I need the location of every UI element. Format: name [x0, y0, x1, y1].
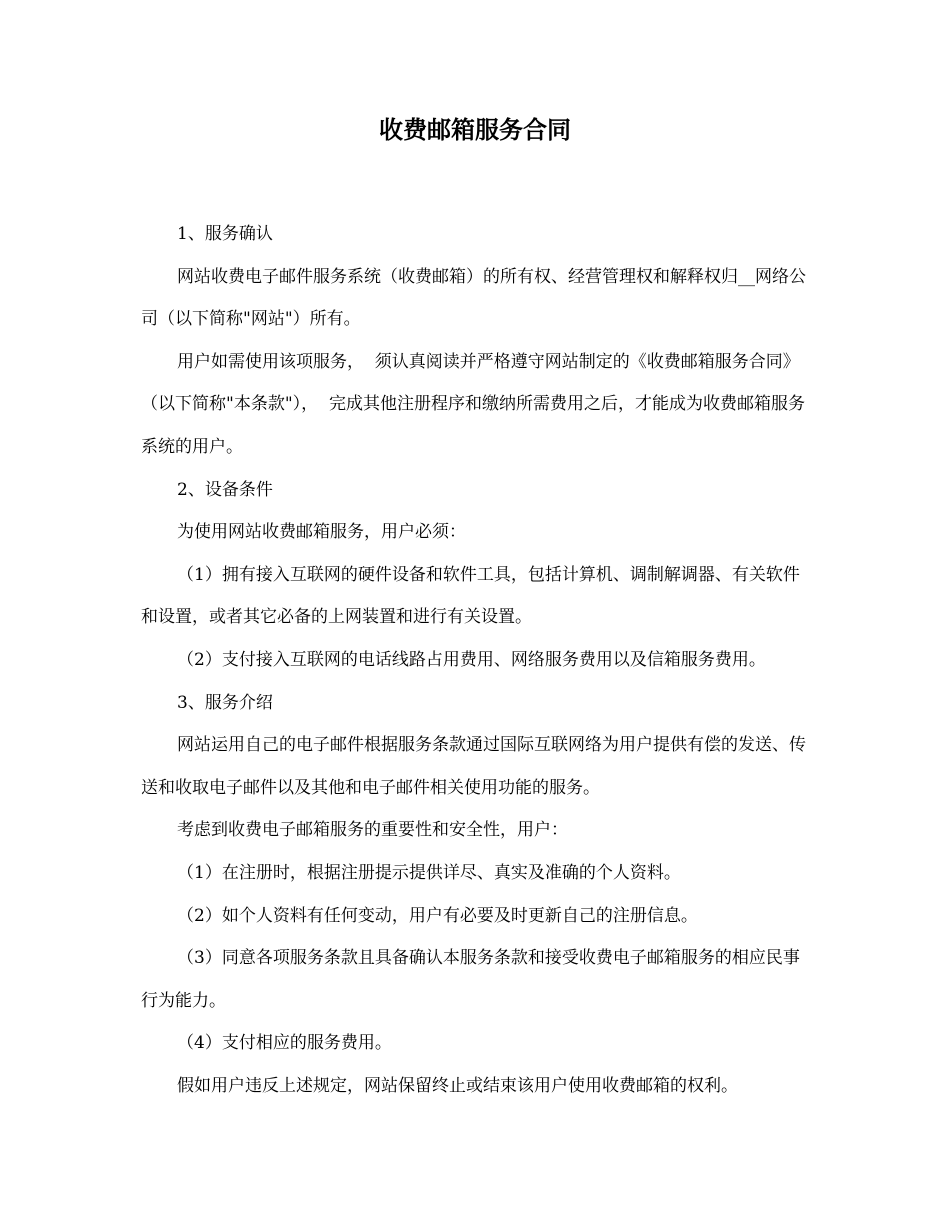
list-item-hardware-software: （1）拥有接入互联网的硬件设备和软件工具，包括计算机、调制解调器、有关软件和设置，或者其它必备的上网装置和进行有关设置。	[141, 564, 800, 628]
paragraph-termination-right: 假如用户违反上述规定，网站保留终止或结束该用户使用收费邮箱的权利。	[177, 1075, 738, 1096]
list-item-registration-info: （1）在注册时，根据注册提示提供详尽、真实及准确的个人资料。	[177, 862, 681, 883]
paragraph-user-requirements-intro: 为使用网站收费邮箱服务，用户必须：	[177, 522, 466, 543]
list-item-civil-capacity: （3）同意各项服务条款且具备确认本服务条款和接受收费电子邮箱服务的相应民事行为能力。	[141, 948, 800, 1011]
section-heading-service-confirmation: 1、服务确认	[177, 224, 273, 244]
paragraph-user-obligations-intro: 考虑到收费电子邮箱服务的重要性和安全性，用户：	[177, 820, 568, 841]
paragraph-service-description: 网站运用自己的电子邮件根据服务条款通过国际互联网络为用户提供有偿的发送、传送和收取电子邮件以及其他和电子邮件相关使用功能的服务。	[141, 735, 806, 798]
list-item-pay-fees: （4）支付相应的服务费用。	[177, 1033, 392, 1054]
list-item-fees: （2）支付接入互联网的电话线路占用费用、网络服务费用以及信箱服务费用。	[177, 649, 766, 670]
list-item-update-info: （2）如个人资料有任何变动，用户有必要及时更新自己的注册信息。	[177, 905, 698, 926]
section-heading-equipment-conditions: 2、设备条件	[177, 479, 273, 500]
paragraph-ownership: 网站收费电子邮件服务系统（收费邮箱）的所有权、经营管理权和解释权归__网络公司（以下简称"网站"）所有。	[141, 266, 806, 330]
paragraph-user-agreement: 用户如需使用该项服务， 须认真阅读并严格遵守网站制定的《收费邮箱服务合同》（以下简称"本条款"）， 完成其他注册程序和缴纳所需费用之后，才能成为收费邮箱服务系统的用户。	[141, 351, 805, 457]
document-body	[141, 213, 813, 1107]
section-heading-service-introduction: 3、服务介绍	[177, 692, 273, 713]
document-title: 收费邮箱服务合同	[379, 115, 571, 144]
